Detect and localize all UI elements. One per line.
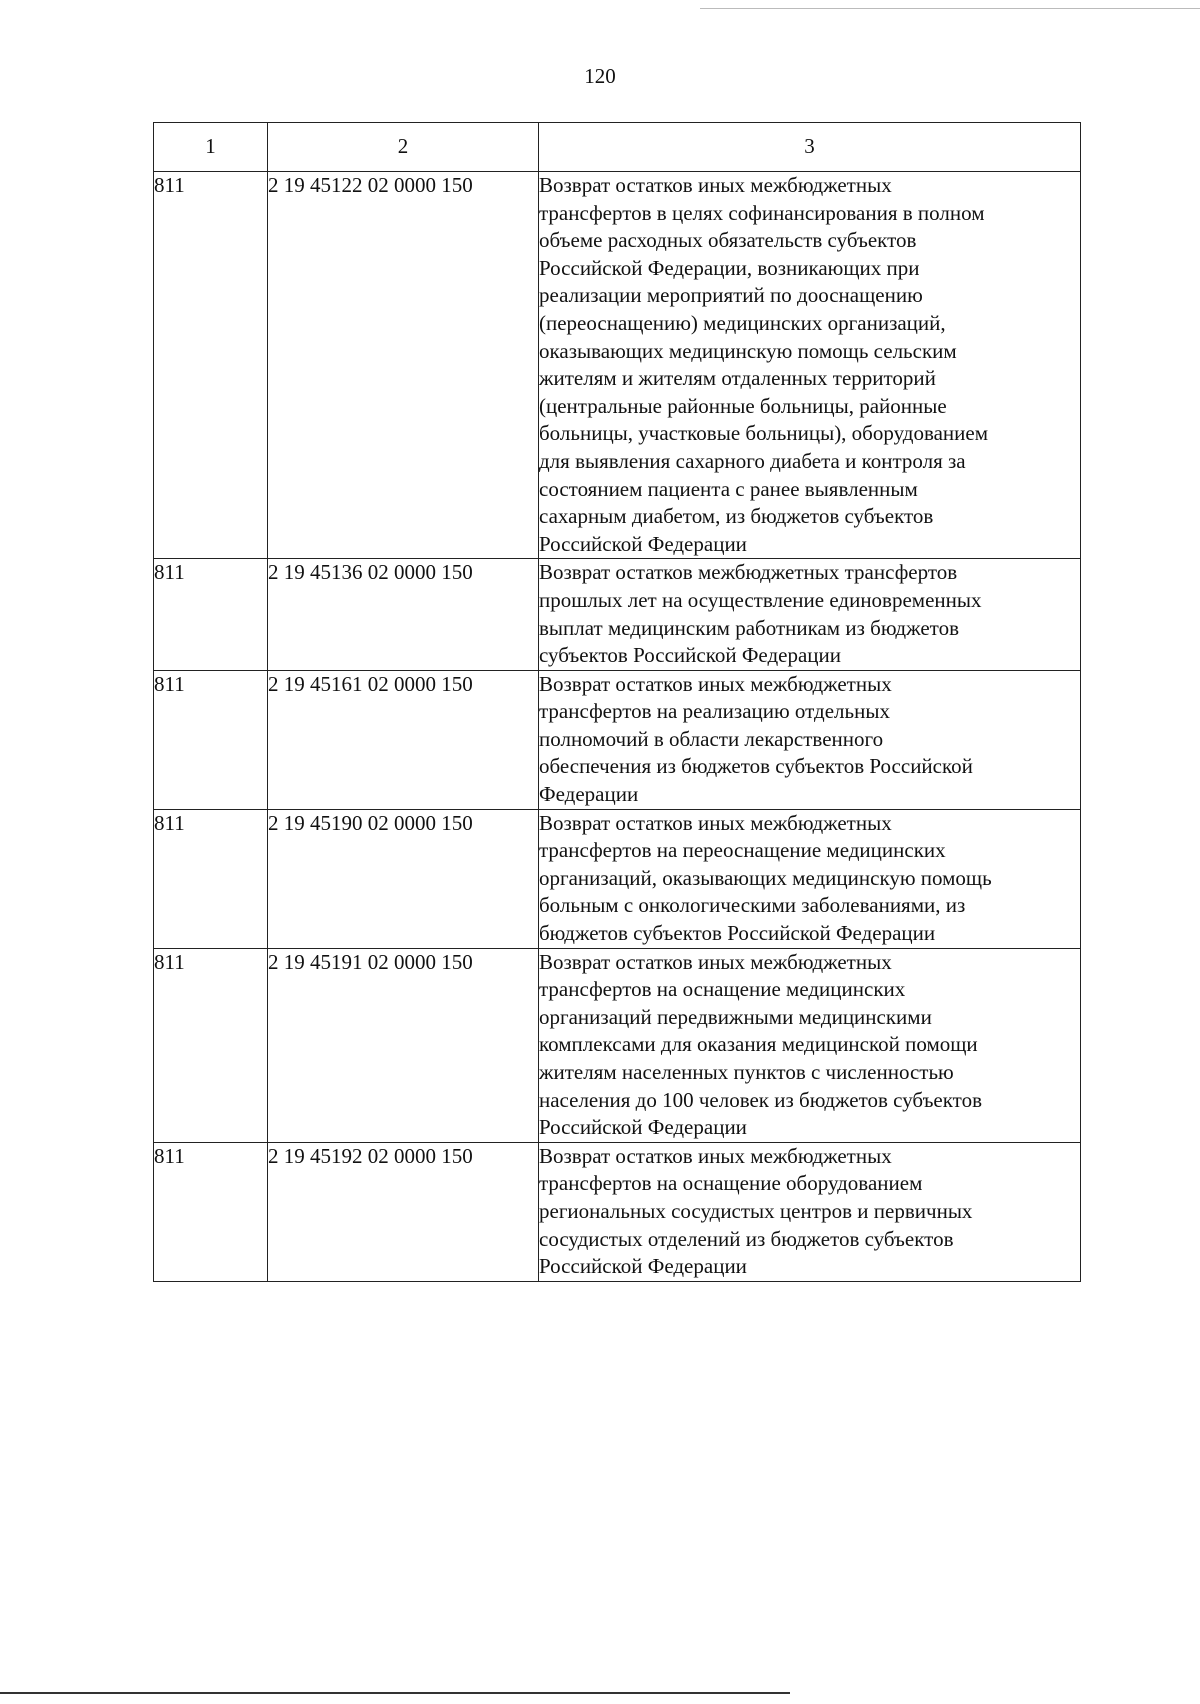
table-row [154, 559, 1081, 670]
description-line: реализации мероприятий по дооснащению [539, 283, 923, 308]
description-line: для выявления сахарного диабета и контроля за [539, 448, 966, 473]
description-line: комплексами для оказания медицинской помощи [539, 1032, 978, 1057]
scan-edge-line [700, 8, 1200, 9]
admin-code-cell: 811 [154, 948, 268, 1142]
description-line: жителям и жителям отдаленных территорий [539, 366, 936, 391]
description-line: Возврат остатков иных межбюджетных [539, 810, 892, 835]
budget-classification-code-cell: 2 19 45122 02 0000 150 [268, 172, 539, 559]
table-row [154, 172, 1081, 559]
description-line: трансфертов на реализацию отдельных [539, 699, 890, 724]
budget-classification-code-cell: 2 19 45191 02 0000 150 [268, 948, 539, 1142]
description-line: полномочий в области лекарственного [539, 726, 884, 751]
revenue-codes-table [153, 122, 1081, 1282]
page-number: 120 [584, 64, 616, 88]
description-line: сосудистых отделений из бюджетов субъектов [539, 1226, 954, 1251]
budget-classification-code-cell: 2 19 45136 02 0000 150 [268, 559, 539, 670]
description-line: Возврат остатков иных межбюджетных [539, 173, 892, 197]
description-line: региональных сосудистых центров и первичных [539, 1198, 973, 1223]
table-row [154, 1142, 1081, 1281]
description-line: жителям населенных пунктов с численностью [539, 1060, 954, 1084]
description-line: населения до 100 человек из бюджетов субъектов [539, 1087, 982, 1112]
description-line: выплат медицинским работникам из бюджетов [539, 615, 959, 640]
table-body [154, 172, 1081, 1282]
description-line: организаций передвижными медицинскими [539, 1004, 932, 1029]
description-cell [539, 1142, 1081, 1281]
description-line: больным с онкологическими заболеваниями, из [539, 893, 966, 918]
column-header-2: 2 [268, 123, 539, 172]
column-header-3: 3 [539, 123, 1081, 172]
table-header-row [154, 123, 1081, 172]
scan-bottom-line [0, 1692, 790, 1694]
description-cell [539, 172, 1081, 559]
column-header-1: 1 [154, 123, 268, 172]
description-line: обеспечения из бюджетов субъектов Российской [539, 754, 973, 779]
description-line: состоянием пациента с ранее выявленным [539, 476, 918, 501]
admin-code-cell: 811 [154, 670, 268, 809]
description-line: (переоснащению) медицинских организаций, [539, 310, 946, 335]
description-line: бюджетов субъектов Российской Федерации [539, 921, 936, 946]
admin-code-cell: 811 [154, 559, 268, 670]
description-line: (центральные районные больницы, районные [539, 393, 947, 418]
description-line: сахарным диабетом, из бюджетов субъектов [539, 504, 934, 529]
admin-code-cell: 811 [154, 1142, 268, 1281]
description-line: трансфертов в целях софинансирования в полном [539, 200, 985, 225]
description-line: прошлых лет на осуществление единовременных [539, 587, 982, 612]
description-line: трансфертов на переоснащение медицинских [539, 838, 946, 863]
budget-classification-code-cell: 2 19 45190 02 0000 150 [268, 809, 539, 948]
description-cell [539, 670, 1081, 809]
table-row [154, 670, 1081, 809]
admin-code-cell: 811 [154, 809, 268, 948]
description-line: Федерации [539, 782, 639, 807]
description-line: Российской Федерации [539, 531, 747, 556]
budget-classification-code-cell: 2 19 45192 02 0000 150 [268, 1142, 539, 1281]
description-line: Возврат остатков иных межбюджетных [539, 671, 892, 696]
description-cell [539, 809, 1081, 948]
description-line: трансфертов на оснащение медицинских [539, 977, 906, 1002]
table-row [154, 809, 1081, 948]
description-cell [539, 559, 1081, 670]
description-line: Возврат остатков иных межбюджетных [539, 949, 892, 974]
admin-code-cell: 811 [154, 172, 268, 559]
description-line: Российской Федерации, возникающих при [539, 255, 920, 280]
description-line: объеме расходных обязательств субъектов [539, 228, 917, 253]
table-row [154, 948, 1081, 1142]
description-line: организаций, оказывающих медицинскую помощь [539, 865, 992, 890]
budget-classification-code-cell: 2 19 45161 02 0000 150 [268, 670, 539, 809]
description-line: оказывающих медицинскую помощь сельским [539, 338, 957, 363]
description-line: Российской Федерации [539, 1254, 747, 1279]
description-line: трансфертов на оснащение оборудованием [539, 1171, 923, 1196]
description-line: Возврат остатков иных межбюджетных [539, 1143, 892, 1168]
description-line: Возврат остатков межбюджетных трансфертов [539, 560, 958, 585]
description-line: субъектов Российской Федерации [539, 643, 842, 668]
description-line: Российской Федерации [539, 1115, 747, 1140]
description-cell [539, 948, 1081, 1142]
description-line: больницы, участковые больницы), оборудованием [539, 421, 988, 446]
